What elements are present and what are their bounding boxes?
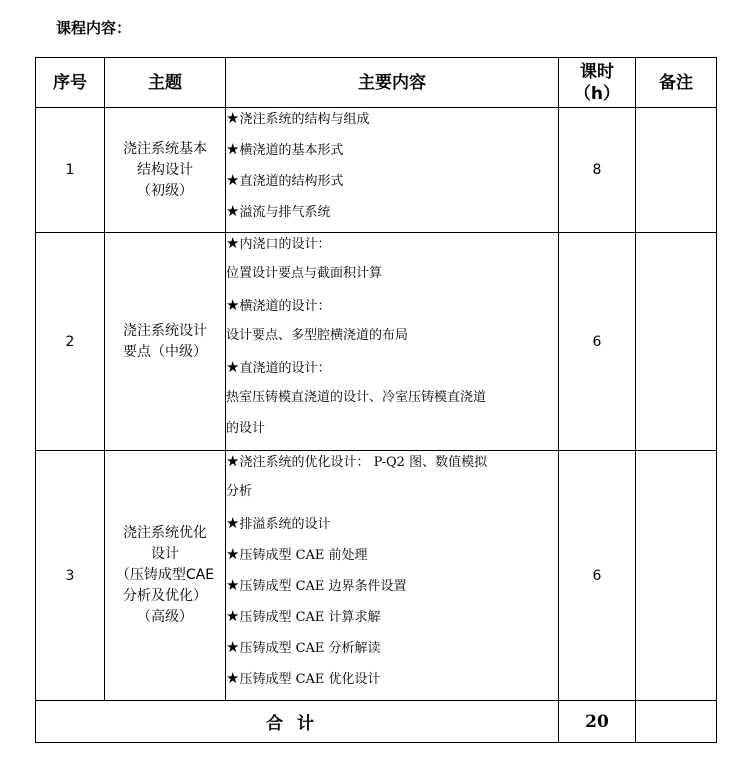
content-text: 压铸成型 CAE 边界条件设置	[239, 579, 407, 594]
star-icon: ★	[226, 358, 240, 376]
header-notes: 备注	[636, 58, 717, 108]
star-icon: ★	[226, 607, 240, 625]
content-line	[226, 108, 558, 139]
star-icon: ★	[226, 669, 240, 687]
star-icon: ★	[226, 296, 240, 314]
row-hours: 8	[559, 108, 636, 233]
row-notes	[636, 108, 717, 233]
topic-line: 浇注系统基本	[123, 140, 207, 157]
content-line	[226, 606, 558, 637]
total-hours: 20	[559, 701, 636, 743]
content-text: 直浇道的设计：	[239, 361, 331, 376]
topic-line: （高级）	[137, 609, 193, 625]
total-notes	[636, 701, 717, 743]
content-text: 热室压铸模直浇道的设计、冷室压铸模直浇道	[226, 390, 487, 405]
star-icon: ★	[226, 545, 240, 563]
content-text: 设计要点、多型腔横浇道的布局	[226, 328, 409, 343]
row-topic	[105, 451, 226, 701]
row-hours: 6	[559, 451, 636, 701]
content-text: 的设计	[226, 421, 266, 436]
star-icon: ★	[226, 514, 240, 532]
star-icon: ★	[226, 576, 240, 594]
topic-line: 分析及优化）	[123, 588, 207, 604]
star-icon: ★	[226, 171, 240, 189]
content-text: 横浇道的设计：	[239, 299, 331, 314]
row-content	[226, 233, 559, 451]
star-icon: ★	[226, 202, 240, 220]
content-line	[226, 295, 558, 326]
content-line	[226, 264, 558, 295]
topic-line: 浇注系统设计	[123, 322, 207, 339]
row-num: 2	[36, 233, 105, 451]
row-content	[226, 108, 559, 233]
content-text: 浇注系统的结构与组成	[239, 112, 370, 127]
header-content: 主要内容	[226, 58, 559, 108]
content-line	[226, 326, 558, 357]
topic-line: 结构设计	[137, 161, 193, 178]
row-content	[226, 451, 559, 701]
header-hours-line1: 课时	[580, 61, 614, 82]
content-text: 内浇口的设计：	[239, 237, 331, 252]
star-icon: ★	[226, 109, 240, 127]
content-text: 压铸成型 CAE 前处理	[239, 548, 368, 563]
star-icon: ★	[226, 234, 240, 252]
total-label: 合计	[36, 701, 559, 743]
content-text: 压铸成型 CAE 优化设计	[239, 672, 381, 687]
row-topic	[105, 233, 226, 451]
topic-line: 浇注系统优化	[123, 525, 207, 541]
content-text: 位置设计要点与截面积计算	[226, 266, 383, 281]
content-line	[226, 419, 558, 450]
content-text: 直浇道的结构形式	[239, 174, 344, 189]
content-line	[226, 201, 558, 232]
header-topic: 主题	[105, 58, 226, 108]
content-line	[226, 575, 558, 606]
row-notes	[636, 451, 717, 701]
content-text: 浇注系统的优化设计： P-Q2 图、数值模拟	[239, 455, 488, 470]
header-hours	[559, 58, 636, 108]
content-line	[226, 544, 558, 575]
row-num: 1	[36, 108, 105, 233]
content-line	[226, 668, 558, 699]
topic-line: 设计	[151, 546, 179, 562]
star-icon: ★	[226, 140, 240, 158]
content-text: 横浇道的基本形式	[239, 143, 344, 158]
content-line	[226, 451, 558, 482]
total-row	[36, 701, 717, 743]
row-hours: 6	[559, 233, 636, 451]
topic-line: （压铸成型CAE	[115, 567, 215, 583]
star-icon: ★	[226, 638, 240, 656]
content-line	[226, 513, 558, 544]
topic-line: 要点（中级）	[123, 343, 207, 360]
content-text: 压铸成型 CAE 计算求解	[239, 610, 381, 625]
content-line	[226, 139, 558, 170]
star-icon: ★	[226, 452, 240, 470]
content-text: 溢流与排气系统	[239, 205, 331, 220]
content-text: 压铸成型 CAE 分析解读	[239, 641, 381, 656]
content-line	[226, 388, 558, 419]
row-topic	[105, 108, 226, 233]
table-header-row	[36, 58, 717, 108]
content-text: 排溢系统的设计	[239, 517, 331, 532]
course-content-table	[35, 57, 717, 743]
row-notes	[636, 233, 717, 451]
header-hours-line2: （h）	[573, 83, 621, 104]
content-text: 分析	[226, 484, 253, 499]
section-heading: 课程内容：	[56, 19, 132, 37]
content-line	[226, 233, 558, 264]
content-line	[226, 357, 558, 388]
table-row	[36, 108, 717, 233]
content-line	[226, 637, 558, 668]
row-num: 3	[36, 451, 105, 701]
content-line	[226, 170, 558, 201]
content-line	[226, 482, 558, 513]
header-num: 序号	[36, 58, 105, 108]
topic-line: （初级）	[137, 182, 193, 199]
table-row	[36, 233, 717, 451]
table-row	[36, 451, 717, 701]
